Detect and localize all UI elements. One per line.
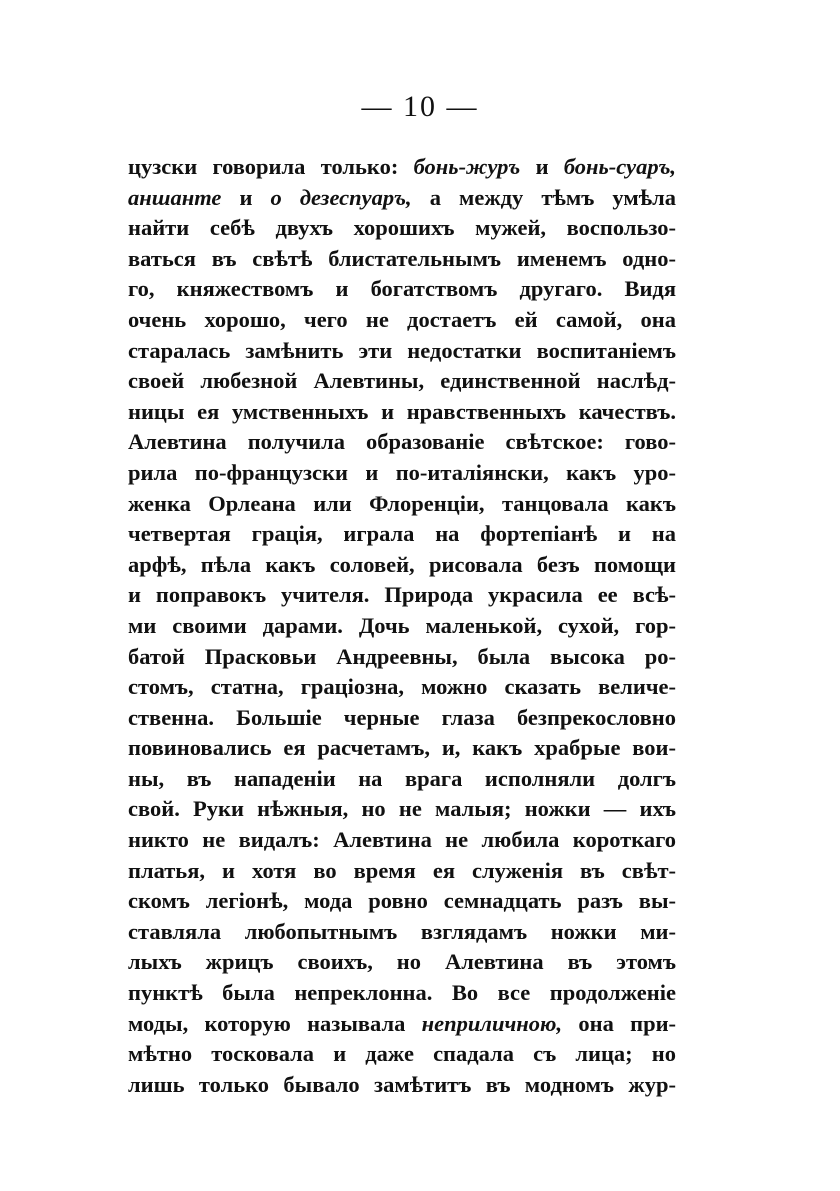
text-line: арфѣ, пѣла какъ соловей, рисовала безъ помощи <box>128 551 676 577</box>
text-line: пунктѣ была непреклонна. Во все продолженіе <box>128 980 676 1006</box>
text-line: женка Орлеана или Флоренціи, танцовала какъ <box>128 490 676 516</box>
text-line: го, княжествомъ и богатствомъ другаго. Видя <box>128 276 676 302</box>
text-line: ми своими дарами. Дочь маленькой, сухой, гор- <box>128 612 676 638</box>
text-line: батой Прасковьи Андреевны, была высока ро- <box>128 643 676 669</box>
text-line: повиновались ея расчетамъ, и, какъ храбрые вои- <box>128 735 676 761</box>
text-line: найти себѣ двухъ хорошихъ мужей, воспользо- <box>128 215 676 241</box>
text-line: Алевтина получила образованіе свѣтское: гово- <box>128 429 676 455</box>
text-line: аншанте и о дезеспуаръ, а между тѣмъ умѣла <box>128 184 676 210</box>
text-line: платья, и хотя во время ея служенія въ свѣт- <box>128 857 676 883</box>
text-line: очень хорошо, чего не достаетъ ей самой, она <box>128 306 676 332</box>
text-line: своей любезной Алевтины, единственной наслѣд- <box>128 368 676 394</box>
text-line: моды, которую называла неприличною, она при- <box>128 1010 676 1036</box>
text-line: свой. Руки нѣжныя, но не малыя; ножки — ихъ <box>128 796 676 822</box>
text-line: ственна. Большіе черные глаза безпрекословно <box>128 704 676 730</box>
text-line: рила по-французски и по-италіянски, какъ уро- <box>128 459 676 485</box>
text-line: ны, въ нападеніи на врага исполняли долгъ <box>128 765 676 791</box>
text-line: цузски говорила только: бонь-журъ и бонь-суаръ, <box>128 154 676 179</box>
text-line: стомъ, статна, граціозна, можно сказать величе- <box>128 674 676 700</box>
text-line: лыхъ жрицъ своихъ, но Алевтина въ этомъ <box>128 949 676 975</box>
text-line: и поправокъ учителя. Природа украсила ее всѣ- <box>128 582 676 608</box>
text-line: никто не видалъ: Алевтина не любила короткаго <box>128 827 676 853</box>
text-line: старалась замѣнить эти недостатки воспитаніемъ <box>128 337 676 363</box>
text-line: лишь только бывало замѣтитъ въ модномъ жур- <box>128 1071 676 1097</box>
text-line: ницы ея умственныхъ и нравственныхъ качествъ. <box>128 398 676 424</box>
body-text <box>128 152 676 1100</box>
text-line: скомъ легіонѣ, мода ровно семнадцать разъ вы- <box>128 888 676 914</box>
page-number: — 10 — <box>361 90 479 123</box>
text-line: ставляла любопытнымъ взглядамъ ножки ми- <box>128 918 676 944</box>
text-line: мѣтно тосковала и даже спадала съ лица; но <box>128 1041 676 1067</box>
text-line: ваться въ свѣтѣ блистательнымъ именемъ одно- <box>128 245 676 271</box>
text-line: четвертая грація, играла на фортепіанѣ и на <box>128 521 676 547</box>
